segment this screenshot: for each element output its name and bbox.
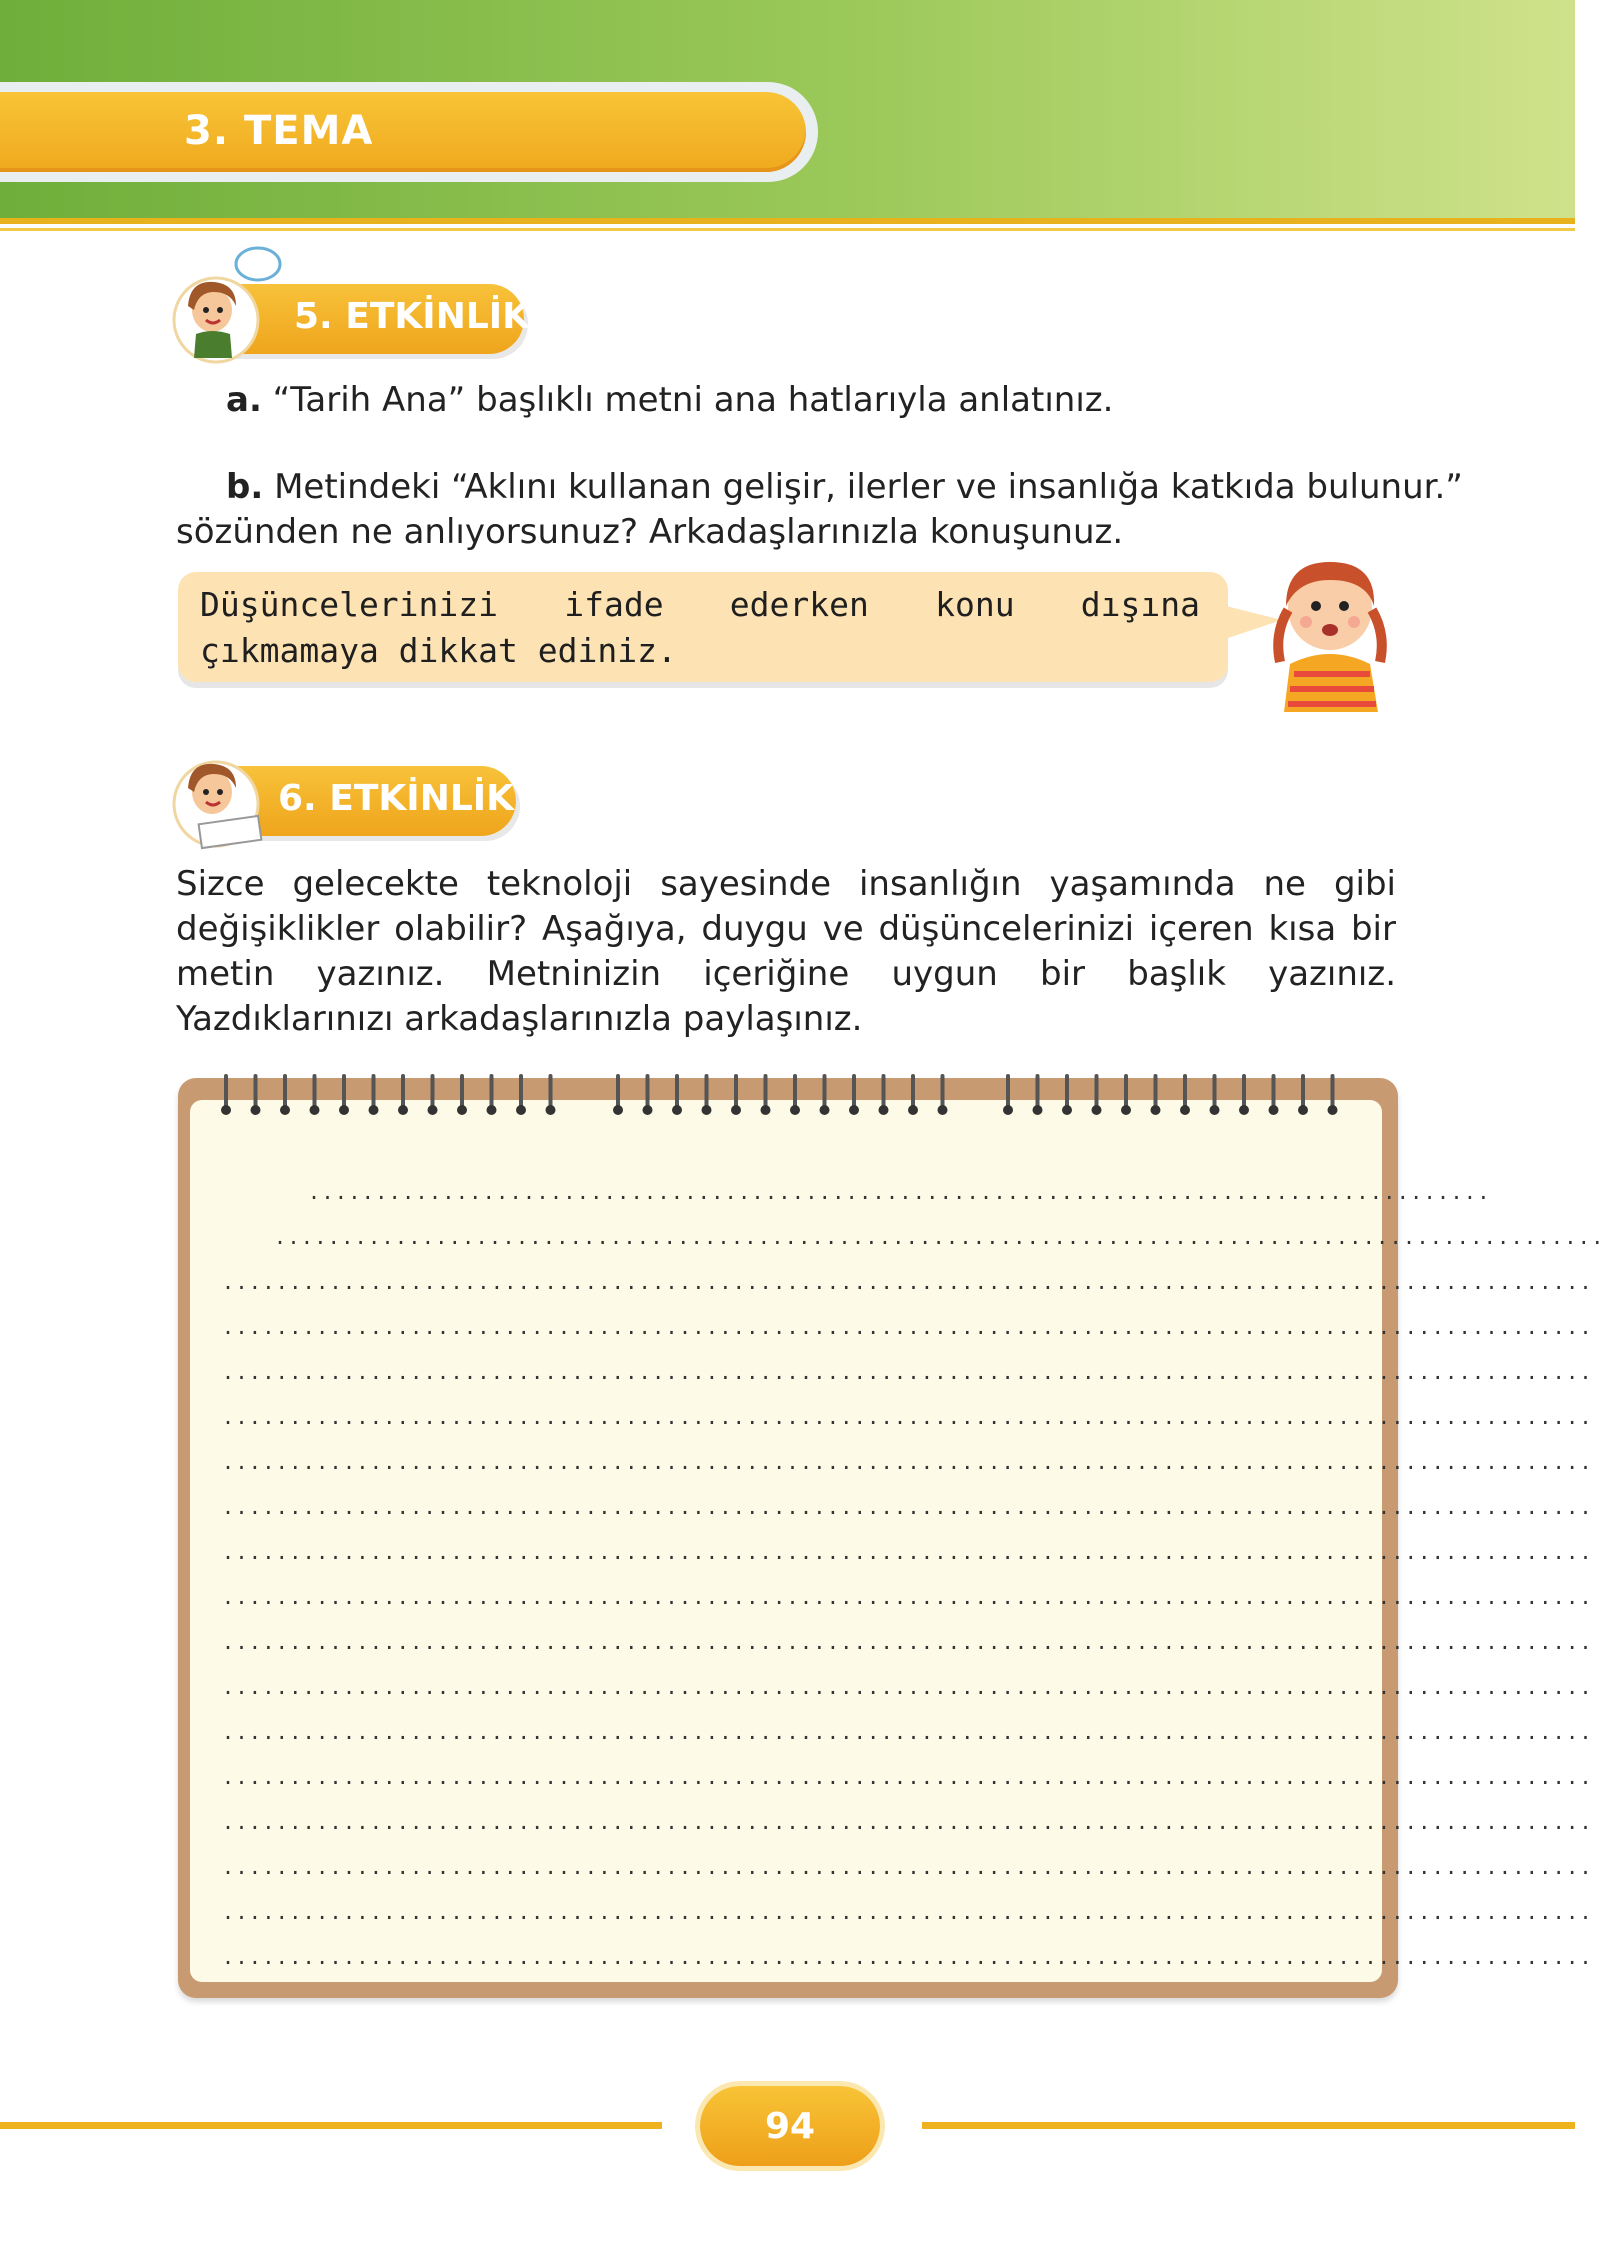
writing-line[interactable]: ...................................................................................................... <box>222 1450 1593 1474</box>
spiral-ring <box>1092 1076 1102 1115</box>
header-line <box>0 218 1575 224</box>
girl-mascot-writing-icon <box>160 734 280 854</box>
spiral-ring <box>457 1076 467 1115</box>
writing-line[interactable]: ...................................................................................................... <box>222 1540 1593 1564</box>
spiral-ring <box>251 1076 261 1115</box>
question-b-label: b. <box>226 467 264 507</box>
writing-line[interactable]: ...................................................................................................... <box>222 1675 1593 1699</box>
title-line[interactable]: ........................................................................................ <box>308 1180 1491 1204</box>
question-b <box>226 467 1463 507</box>
writing-line[interactable]: ...................................................................................................... <box>222 1900 1593 1924</box>
spiral-ring <box>643 1076 653 1115</box>
spiral-ring <box>1151 1076 1161 1115</box>
writing-line[interactable]: ...................................................................................................... <box>222 1855 1593 1879</box>
spiral-ring <box>1180 1076 1190 1115</box>
girl-mascot-speaking-icon <box>160 246 280 366</box>
spiral-ring <box>280 1076 290 1115</box>
spiral-ring <box>428 1076 438 1115</box>
spiral-ring <box>849 1076 859 1115</box>
question-a-text: “Tarih Ana” başlıklı metni ana hatlarıyla anlatınız. <box>272 380 1114 420</box>
spiral-ring <box>516 1076 526 1115</box>
spiral-ring <box>339 1076 349 1115</box>
spiral-ring <box>938 1076 948 1115</box>
tema-title: 3. TEMA <box>184 108 374 154</box>
writing-line[interactable]: ...................................................................................................... <box>222 1765 1593 1789</box>
header-line-thin <box>0 228 1575 231</box>
hint-text: Düşüncelerinizi ifade ederken konu dışına çıkmamaya dikkat ediniz. <box>200 585 1200 670</box>
writing-lines[interactable] <box>222 1180 1605 1990</box>
writing-line[interactable]: ...................................................................................................... <box>222 1315 1593 1339</box>
spiral-ring <box>908 1076 918 1115</box>
page-number: 94 <box>764 2106 816 2147</box>
spiral-ring <box>1269 1076 1279 1115</box>
spiral-ring <box>1003 1076 1013 1115</box>
spiral-rings <box>226 1070 1356 1120</box>
spiral-ring <box>702 1076 712 1115</box>
question-a-label: a. <box>226 380 262 420</box>
writing-line[interactable]: ...................................................................................................... <box>222 1270 1593 1294</box>
spiral-ring <box>672 1076 682 1115</box>
spiral-ring <box>1239 1076 1249 1115</box>
question-a <box>226 380 1113 420</box>
writing-line[interactable]: ...................................................................................................... <box>222 1810 1593 1834</box>
footer-line-left <box>0 2122 662 2129</box>
question-b-continuation: sözünden ne anlıyorsunuz? Arkadaşlarınızla konuşunuz. <box>176 512 1124 552</box>
spiral-ring <box>1210 1076 1220 1115</box>
spiral-ring <box>761 1076 771 1115</box>
spiral-ring <box>546 1076 556 1115</box>
spiral-ring <box>1033 1076 1043 1115</box>
question-b-text-line1: Metindeki “Aklını kullanan gelişir, ilerler ve insanlığa katkıda bulunur.” <box>274 467 1463 507</box>
writing-line[interactable]: ...................................................................................................... <box>222 1585 1593 1609</box>
girl-character-icon <box>1250 544 1410 714</box>
spiral-ring <box>1298 1076 1308 1115</box>
footer-line-right <box>922 2122 1575 2129</box>
spiral-ring <box>487 1076 497 1115</box>
spiral-ring <box>820 1076 830 1115</box>
spiral-ring <box>369 1076 379 1115</box>
writing-line[interactable]: ...................................................................................................... <box>222 1945 1593 1969</box>
hint-bubble <box>178 572 1228 682</box>
activity5-title: 5. ETKİNLİK <box>294 296 531 337</box>
spiral-ring <box>731 1076 741 1115</box>
writing-line[interactable]: ...................................................................................................... <box>222 1720 1593 1744</box>
spiral-ring <box>398 1076 408 1115</box>
writing-line[interactable]: ...................................................................................................... <box>222 1630 1593 1654</box>
spiral-ring <box>790 1076 800 1115</box>
spiral-ring <box>1328 1076 1338 1115</box>
writing-line[interactable]: ...................................................................................................... <box>222 1360 1593 1384</box>
activity6-title: 6. ETKİNLİK <box>278 778 515 819</box>
first-writing-line[interactable]: ................................................................................................... <box>274 1225 1605 1249</box>
spiral-ring <box>310 1076 320 1115</box>
writing-line[interactable]: ...................................................................................................... <box>222 1405 1593 1429</box>
tema-tab <box>0 92 806 172</box>
spiral-ring <box>1121 1076 1131 1115</box>
spiral-ring <box>1062 1076 1072 1115</box>
writing-line[interactable]: ...................................................................................................... <box>222 1495 1593 1519</box>
spiral-ring <box>879 1076 889 1115</box>
activity6-instructions: Sizce gelecekte teknoloji sayesinde insanlığın yaşamında ne gibi değişiklikler olabilir? Aşağıya, duygu ve düşüncelerinizi içeren kısa bir metin yazınız. Metninizin içeriğine uygun bir başlık yazınız. Yazdıklarınızı arkadaşlarınızla paylaşınız. <box>176 864 1396 1039</box>
spiral-ring <box>613 1076 623 1115</box>
